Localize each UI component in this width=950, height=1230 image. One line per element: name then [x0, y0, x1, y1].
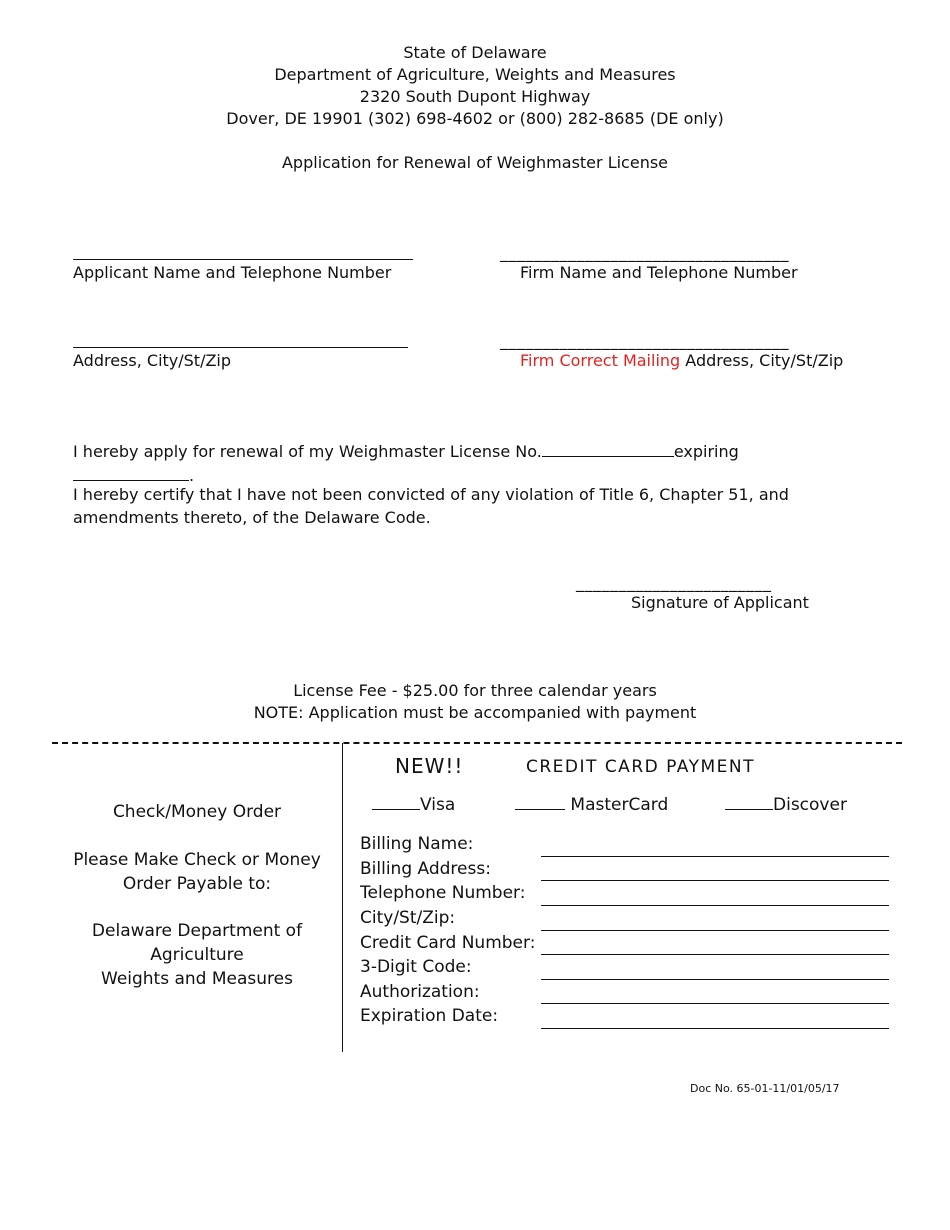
telephone-field[interactable]: [541, 905, 889, 906]
firm-address-highlight: Firm Correct Mailing: [520, 351, 681, 370]
header-city-phone: Dover, DE 19901 (302) 698-4602 or (800) 282-8685 (DE only): [226, 109, 724, 128]
card-number-field[interactable]: [541, 954, 889, 955]
card-label-mastercard: MasterCard: [570, 795, 669, 815]
billing-name-field[interactable]: [541, 856, 889, 857]
expiring-date-blank[interactable]: [73, 463, 189, 481]
card-label-visa: Visa: [420, 795, 456, 815]
card-option-visa[interactable]: [372, 795, 455, 815]
license-number-blank[interactable]: [542, 439, 674, 457]
payee-line1: Delaware Department of: [91, 921, 303, 941]
visa-checkbox-blank[interactable]: [372, 795, 420, 810]
header-state: State of Delaware: [403, 43, 547, 62]
signature-label: Signature of Applicant: [631, 593, 809, 612]
fee-note: NOTE: Application must be accompanied with payment: [253, 703, 697, 722]
renewal-mid: expiring: [673, 442, 739, 461]
document-number: Doc No. 65-01-11/01/05/17: [690, 1082, 840, 1095]
renewal-end: .: [189, 466, 195, 485]
credit-card-title: CREDIT CARD PAYMENT: [526, 757, 755, 777]
header-street: 2320 South Dupont Highway: [359, 87, 591, 106]
firm-address-label: [520, 351, 843, 370]
header-department: Department of Agriculture, Weights and Measures: [274, 65, 676, 84]
billing-name-label: Billing Name:: [360, 834, 474, 854]
authorization-field[interactable]: [541, 1003, 889, 1004]
payable-line2: Order Payable to:: [122, 874, 272, 894]
card-number-label: Credit Card Number:: [360, 933, 536, 953]
firm-name-line[interactable]: __________________________________: [500, 243, 789, 262]
signature-line[interactable]: _______________________: [576, 573, 772, 592]
cut-line-divider: [52, 742, 902, 744]
renewal-statement: [73, 439, 853, 487]
firm-address-rest: Address, City/St/Zip: [680, 351, 844, 370]
section-divider: [342, 743, 343, 1052]
payee-line3: Weights and Measures: [101, 969, 293, 989]
mastercard-checkbox-blank[interactable]: [515, 795, 565, 810]
applicant-name-label: Applicant Name and Telephone Number: [73, 263, 392, 282]
city-st-zip-label: City/St/Zip:: [360, 908, 456, 928]
expiration-date-label: Expiration Date:: [360, 1006, 499, 1026]
card-label-discover: Discover: [773, 795, 847, 815]
payable-line1: Please Make Check or Money: [73, 850, 321, 870]
applicant-name-line[interactable]: [73, 259, 413, 260]
address-line[interactable]: [73, 347, 408, 348]
form-title: Application for Renewal of Weighmaster License: [281, 153, 669, 172]
billing-address-field[interactable]: [541, 880, 889, 881]
three-digit-code-field[interactable]: [541, 979, 889, 980]
certify-statement: I hereby certify that I have not been convicted of any violation of Title 6, Chapter 51, and amendments thereto, of the Delaware Code.: [73, 485, 789, 527]
card-option-discover[interactable]: [725, 795, 847, 815]
card-option-mastercard[interactable]: [515, 795, 668, 815]
payee-line2: Agriculture: [150, 945, 244, 965]
authorization-label: Authorization:: [360, 982, 480, 1002]
three-digit-code-label: 3-Digit Code:: [360, 957, 472, 977]
city-st-zip-field[interactable]: [541, 930, 889, 931]
new-label: NEW!!: [395, 754, 464, 778]
address-label: Address, City/St/Zip: [73, 351, 232, 370]
telephone-label: Telephone Number:: [360, 883, 526, 903]
check-title: Check/Money Order: [112, 802, 282, 822]
firm-name-label: Firm Name and Telephone Number: [520, 263, 798, 282]
discover-checkbox-blank[interactable]: [725, 795, 773, 810]
billing-address-label: Billing Address:: [360, 859, 491, 879]
firm-address-line[interactable]: __________________________________: [500, 331, 789, 350]
fee-line: License Fee - $25.00 for three calendar years: [293, 681, 657, 700]
expiration-date-field[interactable]: [541, 1028, 889, 1029]
renewal-prefix: I hereby apply for renewal of my Weighmaster License No.: [73, 442, 542, 461]
